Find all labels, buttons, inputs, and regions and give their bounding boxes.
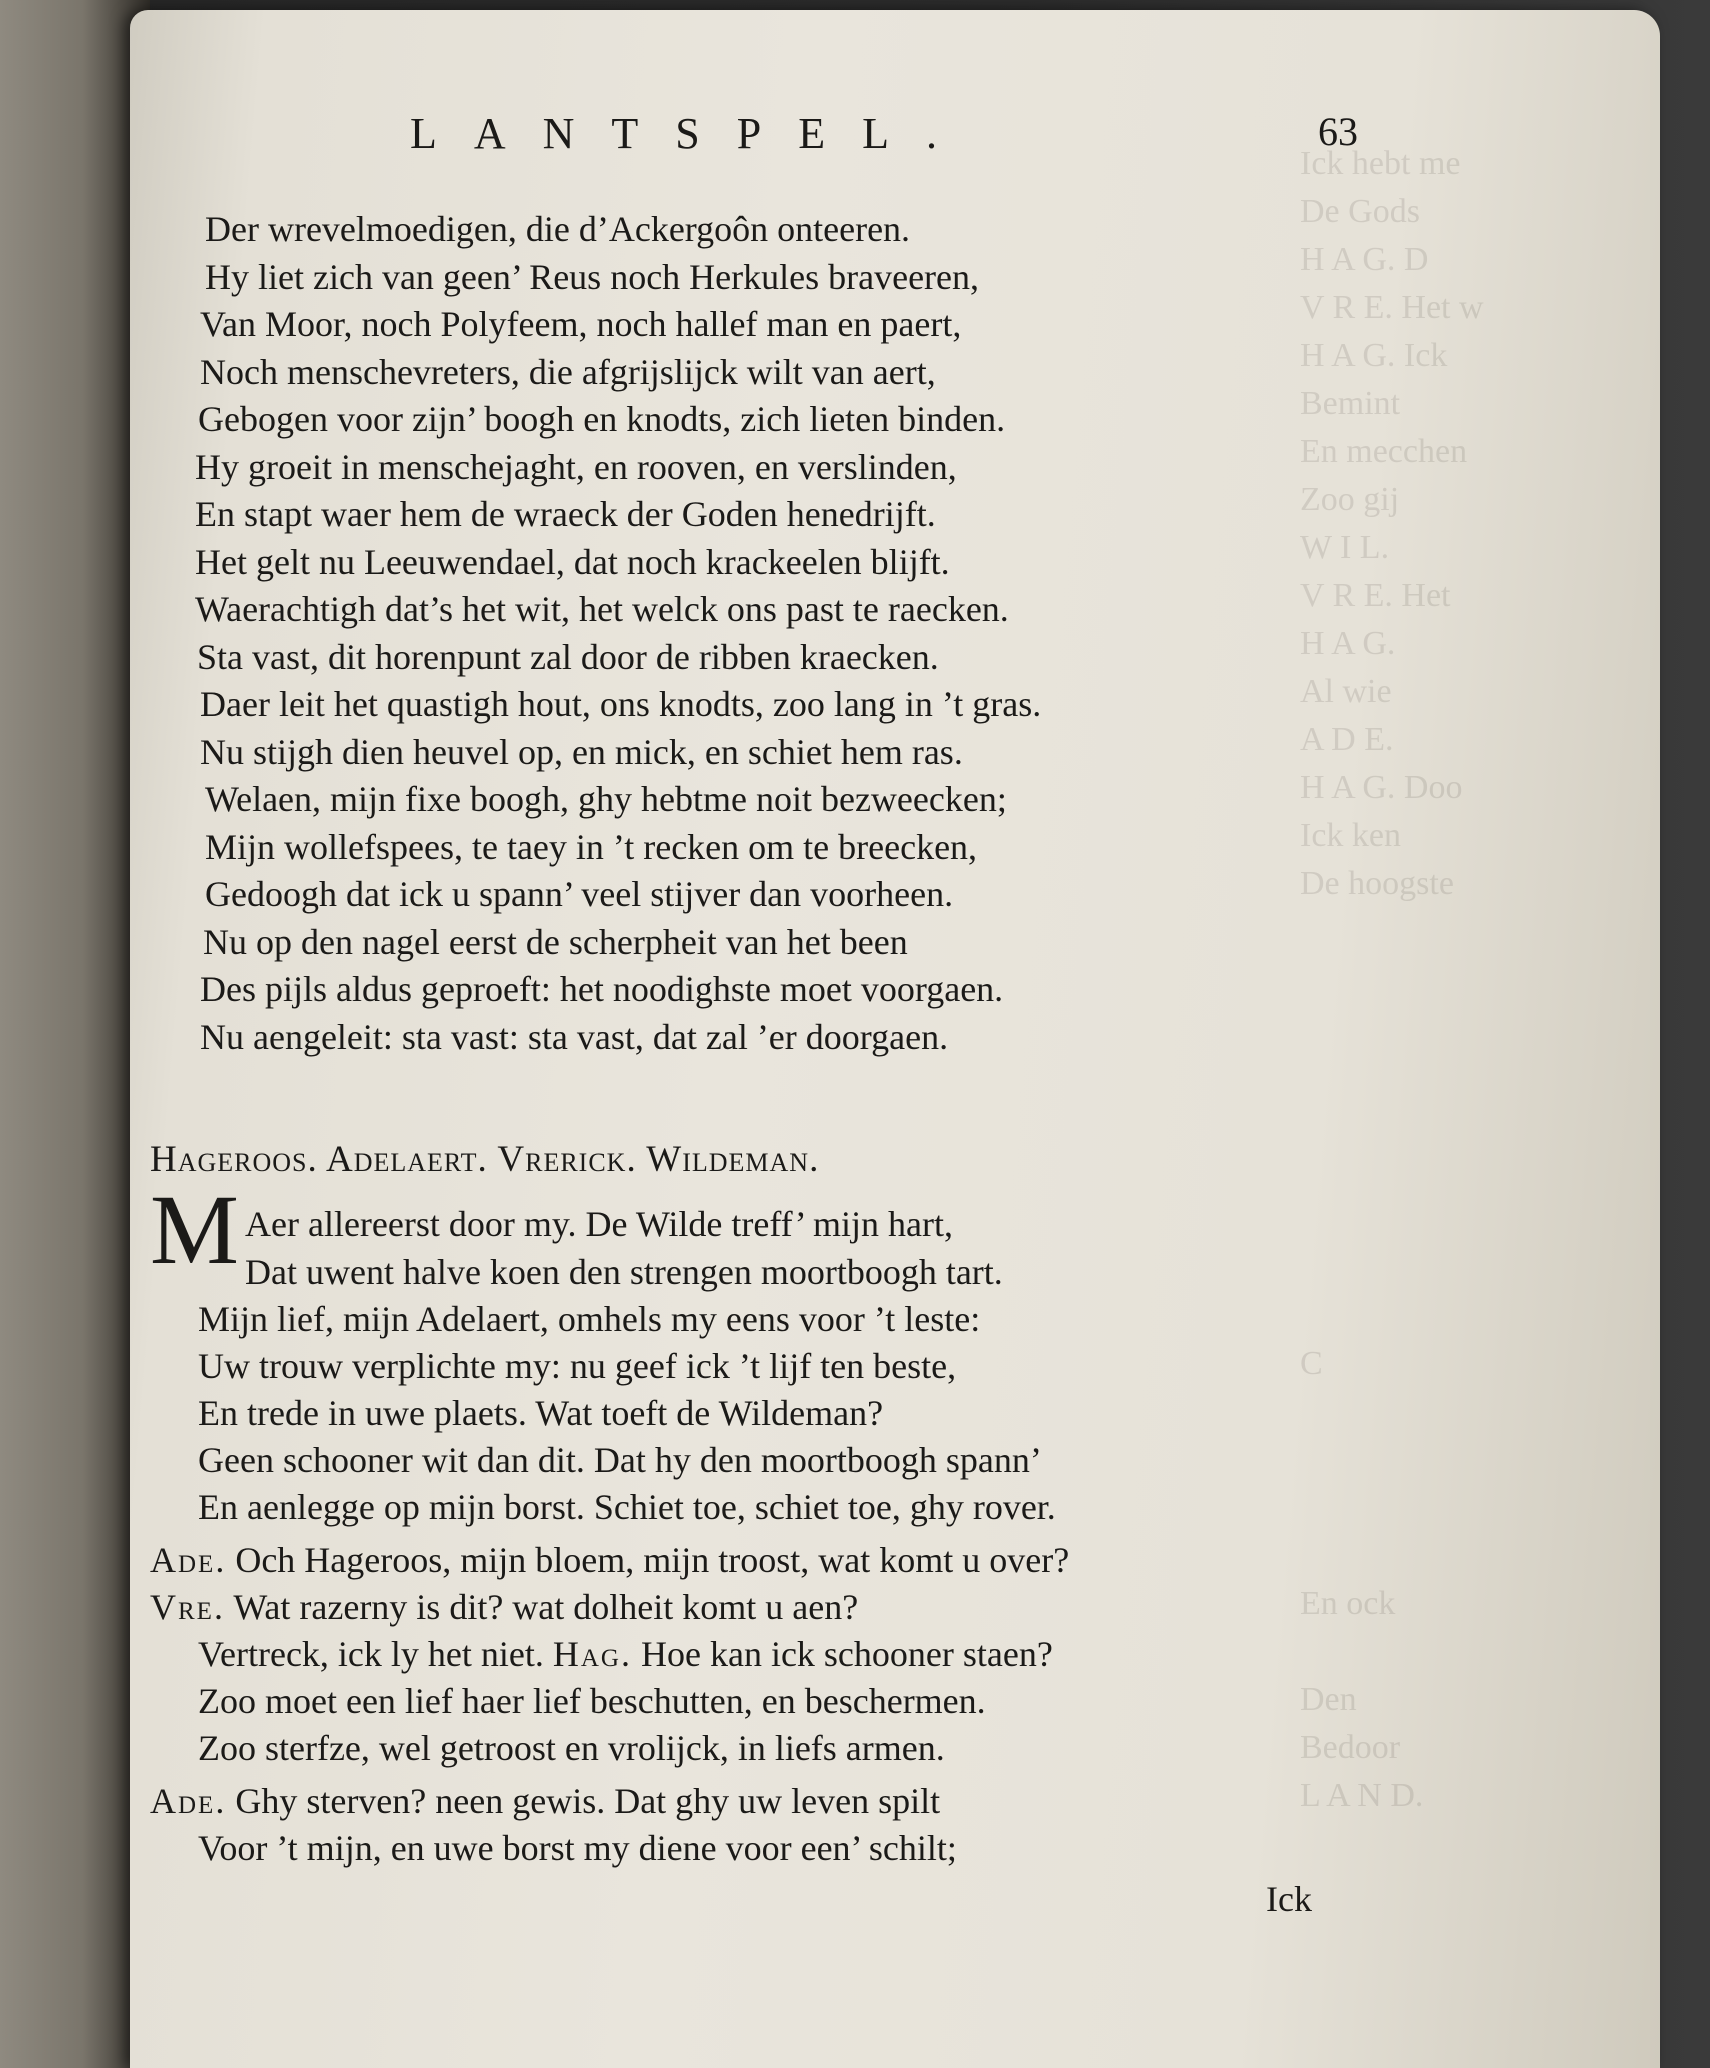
scene-line (198, 1486, 1056, 1528)
scene-line (198, 1727, 945, 1769)
scene-line (198, 1827, 957, 1869)
speaker-tag: Vre. (150, 1587, 225, 1627)
verse-line: Noch menschevreters, die afgrijslijck wilt van aert, (200, 351, 936, 392)
scene-heading: Hageroos. Adelaert. Vrerick. Wildeman. (150, 1139, 820, 1180)
scene-line (198, 1680, 986, 1722)
scene-line (198, 1392, 883, 1434)
verse-line: En stapt waer hem de wraeck der Goden henedrijft. (195, 494, 936, 534)
verse-line: Gedoogh dat ick u spann’ veel stijver dan voorheen. (205, 874, 954, 914)
line-text: Zoo sterfze, wel getroost en vrolijck, in liefs armen. (198, 1728, 945, 1768)
verse-line: Hy liet zich van geen’ Reus noch Herkules braveeren, (205, 256, 980, 297)
verse-line: Gebogen voor zijn’ boogh en knodts, zich lieten binden. (198, 399, 1006, 439)
line-text: Hoe kan ick schooner staen? (640, 1634, 1053, 1674)
verse-line: Hy groeit in menschejaght, en rooven, en verslinden, (195, 446, 957, 487)
line-text: Ghy sterven? neen gewis. Dat ghy uw leven spilt (235, 1781, 941, 1821)
verse-line: Der wrevelmoedigen, die d’Ackergoôn onteeren. (205, 209, 911, 249)
line-text: En trede in uwe plaets. Wat toeft de Wildeman? (198, 1393, 884, 1433)
line-text: Wat razerny is dit? wat dolheit komt u aen? (233, 1587, 859, 1627)
catchword: Ick (1266, 1879, 1312, 1919)
scene-line (198, 1298, 980, 1340)
line-text: Uw trouw verplichte my: nu geef ick ’t lijf ten beste, (198, 1346, 957, 1386)
speaker-tag: Ade. (150, 1781, 227, 1821)
facing-page-edge (0, 0, 150, 2068)
verse-line: Nu aengeleit: sta vast: sta vast, dat zal ’er doorgaen. (200, 1016, 949, 1057)
scene-line (198, 1345, 956, 1387)
line-text: Vertreck, ick ly het niet. (198, 1634, 544, 1674)
verse-line: Welaen, mijn fixe boogh, ghy hebtme noit bezweecken; (205, 779, 1007, 819)
scene-line (245, 1251, 1003, 1293)
verse-line: Sta vast, dit horenpunt zal door de ribben kraecken. (197, 636, 939, 677)
speaker-tag: Hag. (552, 1634, 632, 1674)
scene-line (198, 1439, 1042, 1481)
verse-line: Daer leit het quastigh hout, ons knodts, zoo lang in ’t gras. (200, 684, 1042, 724)
verse-line: Waerachtigh dat’s het wit, het welck ons past te raecken. (195, 589, 1009, 629)
verse-line: Mijn wollefspees, te taey in ’t recken om te breecken, (205, 826, 978, 867)
line-text: Aer allereerst door my. De Wilde treff’ mijn hart, (245, 1204, 953, 1244)
line-text: En aenlegge op mijn borst. Schiet toe, schiet toe, ghy rover. (198, 1487, 1056, 1527)
line-text: Voor ’t mijn, en uwe borst my diene voor een’ schilt; (198, 1828, 957, 1868)
scene-line (150, 1780, 940, 1822)
line-text: Och Hageroos, mijn bloem, mijn troost, wat komt u over? (235, 1540, 1070, 1580)
verse-line: Nu op den nagel eerst de scherpheit van het been (203, 921, 908, 962)
line-text: Dat uwent halve koen den strengen moortboogh tart. (245, 1252, 1003, 1292)
scene-line (150, 1539, 1069, 1581)
line-text: Geen schooner wit dan dit. Dat hy den moortboogh spann’ (198, 1440, 1042, 1480)
running-title: LANTSPEL. (410, 109, 974, 158)
scene-line (245, 1203, 953, 1245)
verse-line: Van Moor, noch Polyfeem, noch hallef man en paert, (200, 304, 962, 344)
page-number: 63 (1318, 109, 1358, 154)
scene-line (198, 1633, 1053, 1675)
verse-line: Het gelt nu Leeuwendael, dat noch krackeelen blijft. (195, 541, 950, 582)
drop-cap: M (150, 1174, 239, 1285)
line-text: Zoo moet een lief haer lief beschutten, en beschermen. (198, 1681, 986, 1721)
speaker-tag: Ade. (150, 1540, 227, 1580)
line-text: Mijn lief, mijn Adelaert, omhels my eens voor ’t leste: (198, 1299, 981, 1339)
verse-line: Des pijls aldus geproeft: het noodighste moet voorgaen. (200, 969, 1004, 1009)
scene-line (150, 1586, 858, 1628)
verse-line: Nu stijgh dien heuvel op, en mick, en schiet hem ras. (200, 731, 963, 772)
